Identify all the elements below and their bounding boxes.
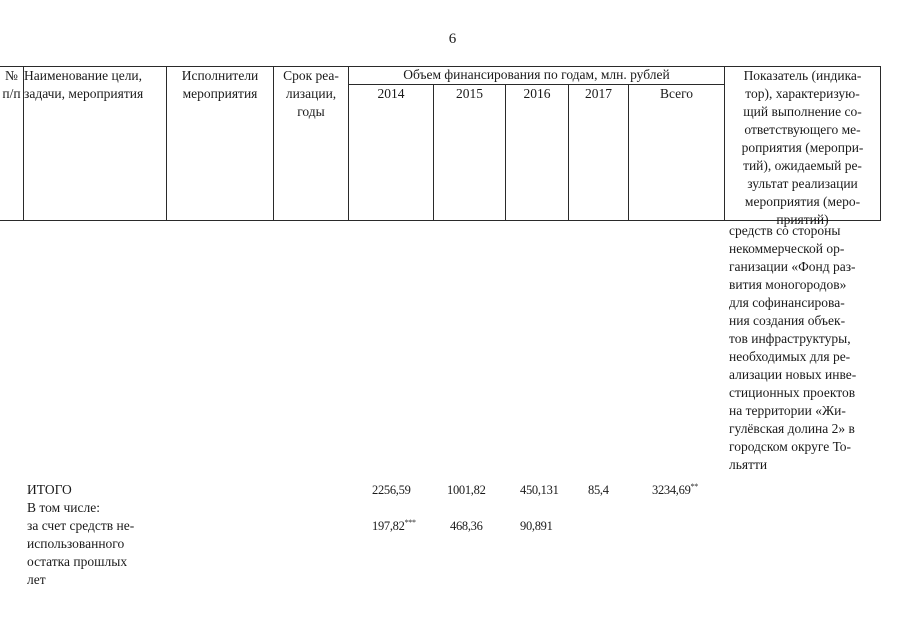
indicator-line: ганизации «Фонд раз- xyxy=(729,259,856,274)
header-col-indicator-line: тор), характеризую- xyxy=(745,86,860,101)
remainder-2014-value: 197,82 xyxy=(372,519,405,533)
remainder-label-line: остатка прошлых xyxy=(27,554,128,569)
header-year-total: Всего xyxy=(659,86,694,101)
including-label: В том числе: xyxy=(27,500,100,515)
header-col-name xyxy=(24,67,166,103)
header-year-2015: 2015 xyxy=(456,86,483,101)
total-all-footnote-mark: ** xyxy=(690,481,698,491)
indicator-line: льятти xyxy=(729,457,768,472)
header-col-indicator-line: Показатель (индика- xyxy=(743,68,862,83)
total-2015: 1001,82 xyxy=(447,483,486,497)
total-label: ИТОГО xyxy=(27,482,72,497)
header-col-term-line: Срок реа- xyxy=(283,68,339,83)
remainder-label xyxy=(27,517,134,589)
header-col-indicator-line: роприятия (меропри- xyxy=(741,140,864,155)
col-divider-2017 xyxy=(628,84,629,221)
remainder-2016: 90,891 xyxy=(520,519,553,533)
col-divider-2016 xyxy=(568,84,569,221)
header-col-executors-line: мероприятия xyxy=(182,86,258,101)
header-col-number-line: п/п xyxy=(2,86,21,101)
header-col-indicator-line: зультат реализации xyxy=(747,176,858,191)
indicator-line: гулёвская долина 2» в xyxy=(729,421,855,436)
indicator-line: необходимых для ре- xyxy=(729,349,851,364)
col-divider-2014 xyxy=(433,84,434,221)
header-col-indicator xyxy=(725,67,880,229)
header-year-2016: 2016 xyxy=(523,86,551,101)
header-col-number xyxy=(0,67,23,103)
remainder-label-line: лет xyxy=(27,572,46,587)
remainder-2014 xyxy=(372,517,416,535)
total-2016: 450,131 xyxy=(520,483,559,497)
remainder-2014-footnote-mark: *** xyxy=(404,517,416,527)
col-divider-6 xyxy=(880,66,881,221)
header-col-name-line: задачи, мероприятия xyxy=(24,86,144,101)
indicator-continuation xyxy=(729,222,879,474)
indicator-line: тов инфраструктуры, xyxy=(729,331,851,346)
total-2017: 85,4 xyxy=(588,483,609,497)
total-all-value: 3234,69 xyxy=(652,483,691,497)
header-col-indicator-line: ответствующего ме- xyxy=(744,122,861,137)
header-year-2014: 2014 xyxy=(377,86,405,101)
header-col-executors xyxy=(167,67,273,103)
indicator-line: некоммерческой ор- xyxy=(729,241,845,256)
header-year-2017: 2017 xyxy=(585,86,612,101)
remainder-label-line: использованного xyxy=(27,536,125,551)
total-all xyxy=(652,481,698,499)
indicator-line: ния создания объек- xyxy=(729,313,846,328)
indicator-line: ализации новых инве- xyxy=(729,367,857,382)
remainder-2015: 468,36 xyxy=(450,519,483,533)
header-col-indicator-line: тий), ожидаемый ре- xyxy=(743,158,862,173)
header-col-term xyxy=(274,67,348,121)
indicator-line: средств со стороны xyxy=(729,223,841,238)
header-col-term-line: лизации, xyxy=(285,86,337,101)
header-col-indicator-line: приятий) xyxy=(776,212,829,227)
page-number: 6 xyxy=(448,31,457,47)
total-2014: 2256,59 xyxy=(372,483,411,497)
header-col-indicator-line: мероприятия (меро- xyxy=(744,194,861,209)
col-divider-2015 xyxy=(505,84,506,221)
indicator-line: для софинансирова- xyxy=(729,295,845,310)
header-col-number-line: № xyxy=(5,68,18,83)
indicator-line: стиционных проектов xyxy=(729,385,856,400)
header-col-term-line: годы xyxy=(297,104,325,119)
indicator-line: на территории «Жи- xyxy=(729,403,846,418)
header-col-indicator-line: щий выполнение со- xyxy=(743,104,862,119)
header-col-executors-line: Исполнители xyxy=(181,68,259,83)
header-col-funding: Объем финансирования по годам, млн. рублей xyxy=(403,67,670,82)
indicator-line: вития моногородов» xyxy=(729,277,847,292)
header-col-name-line: Наименование цели, xyxy=(24,68,143,83)
indicator-line: городском округе То- xyxy=(729,439,852,454)
remainder-label-line: за счет средств не- xyxy=(27,518,135,533)
